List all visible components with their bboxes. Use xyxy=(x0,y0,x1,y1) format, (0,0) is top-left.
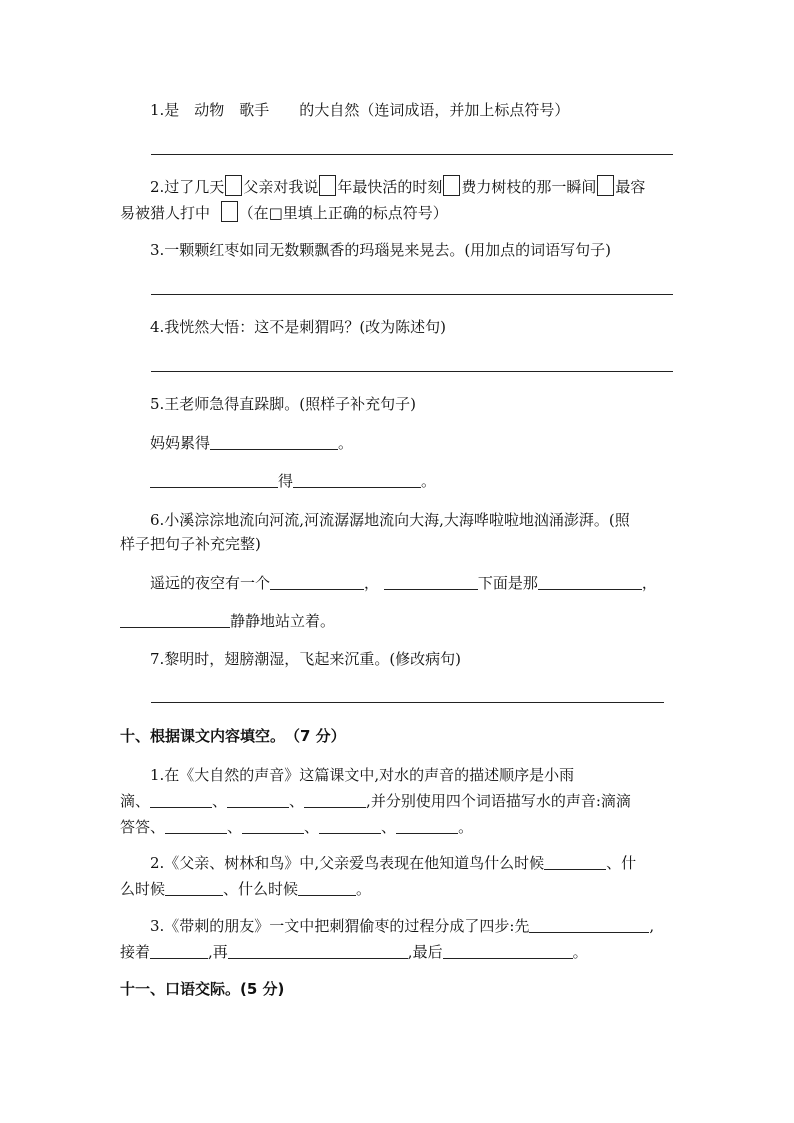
q2-text-c: 年最快活的时刻 xyxy=(337,178,443,196)
s10-text-15: 3.《带刺的朋友》一文中把刺猬偷枣的过程分成了四步:先 xyxy=(150,917,530,935)
question-5-line2 xyxy=(150,470,436,491)
section-10-item1-line1: 1.在《大自然的声音》这篇课文中,对水的声音的描述顺序是小雨 xyxy=(150,766,575,784)
blank-5-3[interactable] xyxy=(293,473,421,488)
q2-text-a: 2.过了几天 xyxy=(150,178,225,196)
question-7-prompt: 7.黎明时，翅膀潮湿，飞起来沉重。(修改病句) xyxy=(150,650,462,668)
punctuation-box-2[interactable] xyxy=(319,175,336,196)
blank-10-3[interactable] xyxy=(304,793,366,808)
question-5-prompt: 5.王老师急得直跺脚。(照样子补充句子) xyxy=(150,395,417,413)
s10-text-7: 、 xyxy=(304,818,320,836)
section-10-title: 十、根据课文内容填空。 （7 分） xyxy=(120,727,346,745)
q6-text-c: 下面是那 xyxy=(477,574,538,592)
q6-text-a: 遥远的夜空有一个 xyxy=(150,574,271,592)
s10-text-8: 、 xyxy=(381,818,397,836)
question-3-prompt: 3.一颗颗红枣如同无数颗飘香的玛瑙晃来晃去。(用加点的词语写句子) xyxy=(150,241,612,259)
question-1-prompt: 1.是 动物 歌手 的大自然（连词成语，并加上标点符号） xyxy=(150,101,570,119)
s10-text-17: 接着 xyxy=(120,943,151,961)
blank-10-12[interactable] xyxy=(150,944,208,959)
blank-10-9[interactable] xyxy=(165,881,223,896)
q5-text-c: 得 xyxy=(278,472,294,490)
q5-text-d: 。 xyxy=(421,472,437,490)
q2-text-b: 父亲对我说 xyxy=(243,178,319,196)
punctuation-box-4[interactable] xyxy=(597,175,614,196)
s10-text-3: 、 xyxy=(289,792,305,810)
answer-line-7[interactable] xyxy=(151,702,664,703)
section-10-item2-line2 xyxy=(120,878,371,899)
blank-6-1[interactable] xyxy=(270,575,364,590)
q2-text-e: 最容 xyxy=(615,178,646,196)
q5-text-b: 。 xyxy=(338,434,354,452)
punctuation-box-5[interactable] xyxy=(221,201,238,222)
answer-line-4[interactable] xyxy=(151,371,673,372)
blank-10-6[interactable] xyxy=(319,819,381,834)
blank-5-2[interactable] xyxy=(150,473,278,488)
blank-10-5[interactable] xyxy=(242,819,304,834)
section-10-item3-line1 xyxy=(150,915,654,936)
punctuation-box-1[interactable] xyxy=(225,175,242,196)
s10-text-18: ,再 xyxy=(208,943,228,961)
s10-text-19: ,最后 xyxy=(407,943,443,961)
s10-text-14: 。 xyxy=(356,880,372,898)
q6-text-b: ， xyxy=(364,574,380,592)
blank-5-1[interactable] xyxy=(210,435,338,450)
s10-text-11: 、什 xyxy=(606,854,637,872)
s10-text-6: 、 xyxy=(227,818,243,836)
section-10-item3-line2 xyxy=(120,941,588,962)
blank-10-2[interactable] xyxy=(227,793,289,808)
blank-10-7[interactable] xyxy=(396,819,458,834)
question-2-line1 xyxy=(150,175,645,197)
s10-text-12: 么时候 xyxy=(120,880,166,898)
punctuation-box-3[interactable] xyxy=(443,175,460,196)
s10-text-9: 。 xyxy=(458,818,474,836)
answer-line-1[interactable] xyxy=(151,154,673,155)
s10-text-16: , xyxy=(649,917,655,935)
section-10-item1-line3 xyxy=(120,816,473,837)
s10-text-4: ,并分别使用四个词语描写水的声音:滴滴 xyxy=(366,792,631,810)
blank-10-11[interactable] xyxy=(529,918,649,933)
s10-text-1: 滴、 xyxy=(120,792,151,810)
question-4-prompt: 4.我恍然大悟：这不是刺猬吗？(改为陈述句) xyxy=(150,318,447,336)
question-2-line2 xyxy=(120,201,448,223)
blank-6-3[interactable] xyxy=(538,575,642,590)
s10-text-2: 、 xyxy=(212,792,228,810)
answer-line-3[interactable] xyxy=(151,294,673,295)
blank-10-8[interactable] xyxy=(544,855,606,870)
blank-10-10[interactable] xyxy=(298,881,356,896)
s10-text-10: 2.《父亲、树林和鸟》中,父亲爱鸟表现在他知道鸟什么时候 xyxy=(150,854,545,872)
section-10-item1-line2 xyxy=(120,790,631,811)
blank-10-14[interactable] xyxy=(443,944,573,959)
section-11-title: 十一、口语交际。(5 分) xyxy=(120,980,285,998)
q5-text-a: 妈妈累得 xyxy=(150,434,211,452)
blank-10-4[interactable] xyxy=(165,819,227,834)
s10-text-13: 、什么时候 xyxy=(223,880,299,898)
s10-text-5: 答答、 xyxy=(120,818,166,836)
section-10-item2-line1 xyxy=(150,852,636,873)
s10-text-20: 。 xyxy=(572,943,588,961)
blank-10-13[interactable] xyxy=(228,944,408,959)
question-6-line2 xyxy=(120,610,335,631)
q2-text-d: 费力树枝的那一瞬间 xyxy=(461,178,597,196)
q6-text-d: ， xyxy=(641,574,657,592)
question-5-line1 xyxy=(150,432,353,453)
q2-text-g: （在□里填上正确的标点符号） xyxy=(238,204,448,222)
question-6-prompt-line1: 6.小溪淙淙地流向河流,河流潺潺地流向大海,大海哗啦啦地汹涌澎湃。(照 xyxy=(150,511,630,529)
question-6-prompt-line2: 样子把句子补充完整) xyxy=(120,535,261,553)
q2-text-f: 易被猎人打中 xyxy=(120,204,211,222)
blank-10-1[interactable] xyxy=(150,793,212,808)
blank-6-4[interactable] xyxy=(120,613,230,628)
blank-6-2[interactable] xyxy=(384,575,478,590)
q6-text-e: 静静地站立着。 xyxy=(230,612,336,630)
question-6-line1 xyxy=(150,572,657,593)
